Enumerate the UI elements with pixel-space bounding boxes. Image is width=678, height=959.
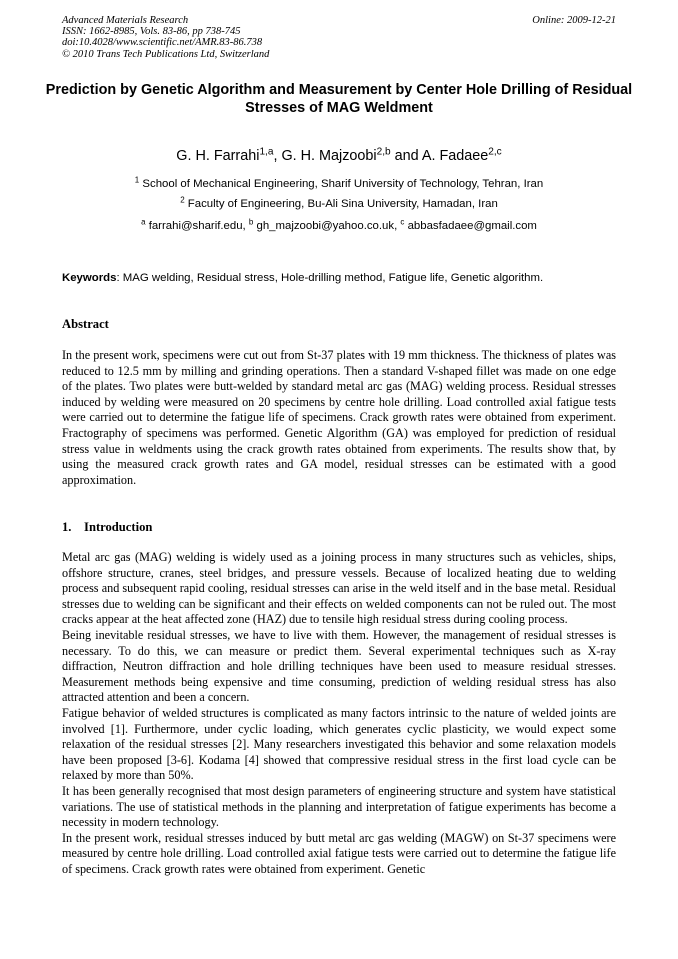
email-superscript: c — [400, 217, 405, 227]
paragraph: Being inevitable residual stresses, we have to live with them. However, the management of residual stresses is necessary. To do this, we can measure or predict them. Several experimental techniques such as X-ray diffraction, Neutron diffraction and hole drilling techniques have been used to measure residual stresses. Measurement methods being expensive and time consuming, prediction of welding residual stress has also attracted attention and been a concern. — [62, 627, 616, 705]
affiliation-2 — [0, 195, 678, 210]
email-superscript: b — [248, 217, 254, 227]
author-superscript: 2,b — [376, 146, 391, 158]
author-list — [0, 148, 678, 164]
doi-line: doi:10.4028/www.scientific.net/AMR.83-86.738 — [62, 37, 263, 49]
author-separator: and — [390, 148, 422, 164]
email-line — [0, 217, 678, 232]
abstract-heading: Abstract — [62, 317, 109, 331]
email-address: farrahi@sharif.edu, — [148, 220, 249, 232]
paragraph: Fatigue behavior of welded structures is complicated as many factors intrinsic to the nature of welded joints are involved [1]. Furthermore, under cyclic loading, which generates cyclic plasticity, we would expect some relaxation of the residual stresses [2]. Many researchers investigated this behavior and some relaxation models have been proposed [3-6]. Kodama [4] showed that compressive residual stress in the first load cycle can be relaxed by more than 50%. — [62, 705, 616, 783]
keywords-label: Keywords — [62, 272, 117, 284]
author-superscript: 2,c — [488, 146, 502, 158]
affiliation-superscript: 2 — [180, 195, 185, 205]
paragraph: In the present work, residual stresses induced by butt metal arc gas welding (MAGW) on St-37 specimens were measured by centre hole drilling. Load controlled axial fatigue tests were carried out to determine the fatigue life of specimens. Crack growth rates were obtained from experiment. Genetic — [62, 830, 616, 876]
email-address: gh_majzoobi@yahoo.co.uk, — [256, 220, 401, 232]
email-superscript: a — [141, 217, 146, 227]
keywords-line — [62, 272, 543, 284]
email-address: abbasfadaee@gmail.com — [407, 220, 537, 232]
keywords-text: : MAG welding, Residual stress, Hole-drilling method, Fatigue life, Genetic algorithm. — [116, 272, 544, 284]
affiliation-text: School of Mechanical Engineering, Sharif University of Technology, Tehran, Iran — [142, 178, 544, 190]
affiliation-text: Faculty of Engineering, Bu-Ali Sina University, Hamadan, Iran — [187, 198, 498, 210]
paper-title: Prediction by Genetic Algorithm and Measurement by Center Hole Drilling of Residual Stresses of MAG Weldment — [45, 82, 633, 116]
author-name: G. H. Farrahi — [176, 148, 260, 164]
issn-line: ISSN: 1662-8985, Vols. 83-86, pp 738-745 — [62, 26, 241, 38]
affiliation-superscript: 1 — [134, 175, 140, 185]
abstract-body: In the present work, specimens were cut out from St-37 plates with 19 mm thickness. The thickness of plates was reduced to 12.5 mm by milling and grinding operations. Then a standard V-shaped fillet was made on one edge of the plates. Two plates were butt-welded by standard metal arc gas (MAG) welding process. Residual stresses induced by welding were measured on 20 specimens by centre hole drilling. Load controlled axial fatigue tests were carried out to determine the fatigue life of specimens. Crack growth rates were obtained from experiment. Fractography of specimens was performed. Genetic Algorithm (GA) was employed for prediction of residual stress value in weldments using the crack growth rates obtained from experiments. The results show that, by using the measured crack growth rates and GA model, residual stresses can be estimated with a good approximation. — [62, 348, 616, 487]
journal-name: Advanced Materials Research — [62, 15, 189, 26]
author-separator: , — [273, 148, 282, 164]
author-name: G. H. Majzoobi — [281, 148, 377, 164]
affiliation-1 — [0, 175, 678, 190]
paragraph: Metal arc gas (MAG) welding is widely used as a joining process in many structures such as vehicles, ships, offshore structure, cranes, steel bridges, and pressure vessels. Because of localized heating due to welding process and subsequent rapid cooling, residual stresses can arise in the weld itself and in the base metal. Residual stresses due to welding can be significant and their effects on welded components can not be ruled out. The most cracks appear at the heat affected zone (HAZ) due to tensile high residual stress during cooling process. — [62, 550, 616, 627]
author-name: A. Fadaee — [421, 148, 489, 164]
online-date: Online: 2009-12-21 — [532, 15, 616, 26]
copyright-line: © 2010 Trans Tech Publications Ltd, Switzerland — [62, 48, 270, 60]
introduction-body — [62, 550, 616, 877]
journal-header — [62, 15, 269, 60]
author-superscript: 1,a — [259, 146, 274, 158]
introduction-heading: 1. Introduction — [62, 520, 153, 534]
paragraph: It has been generally recognised that most design parameters of engineering structure and system have statistical variations. The use of statistical methods in the planning and interpretation of fatigue experiments has become a necessity in modern technology. — [62, 783, 616, 830]
